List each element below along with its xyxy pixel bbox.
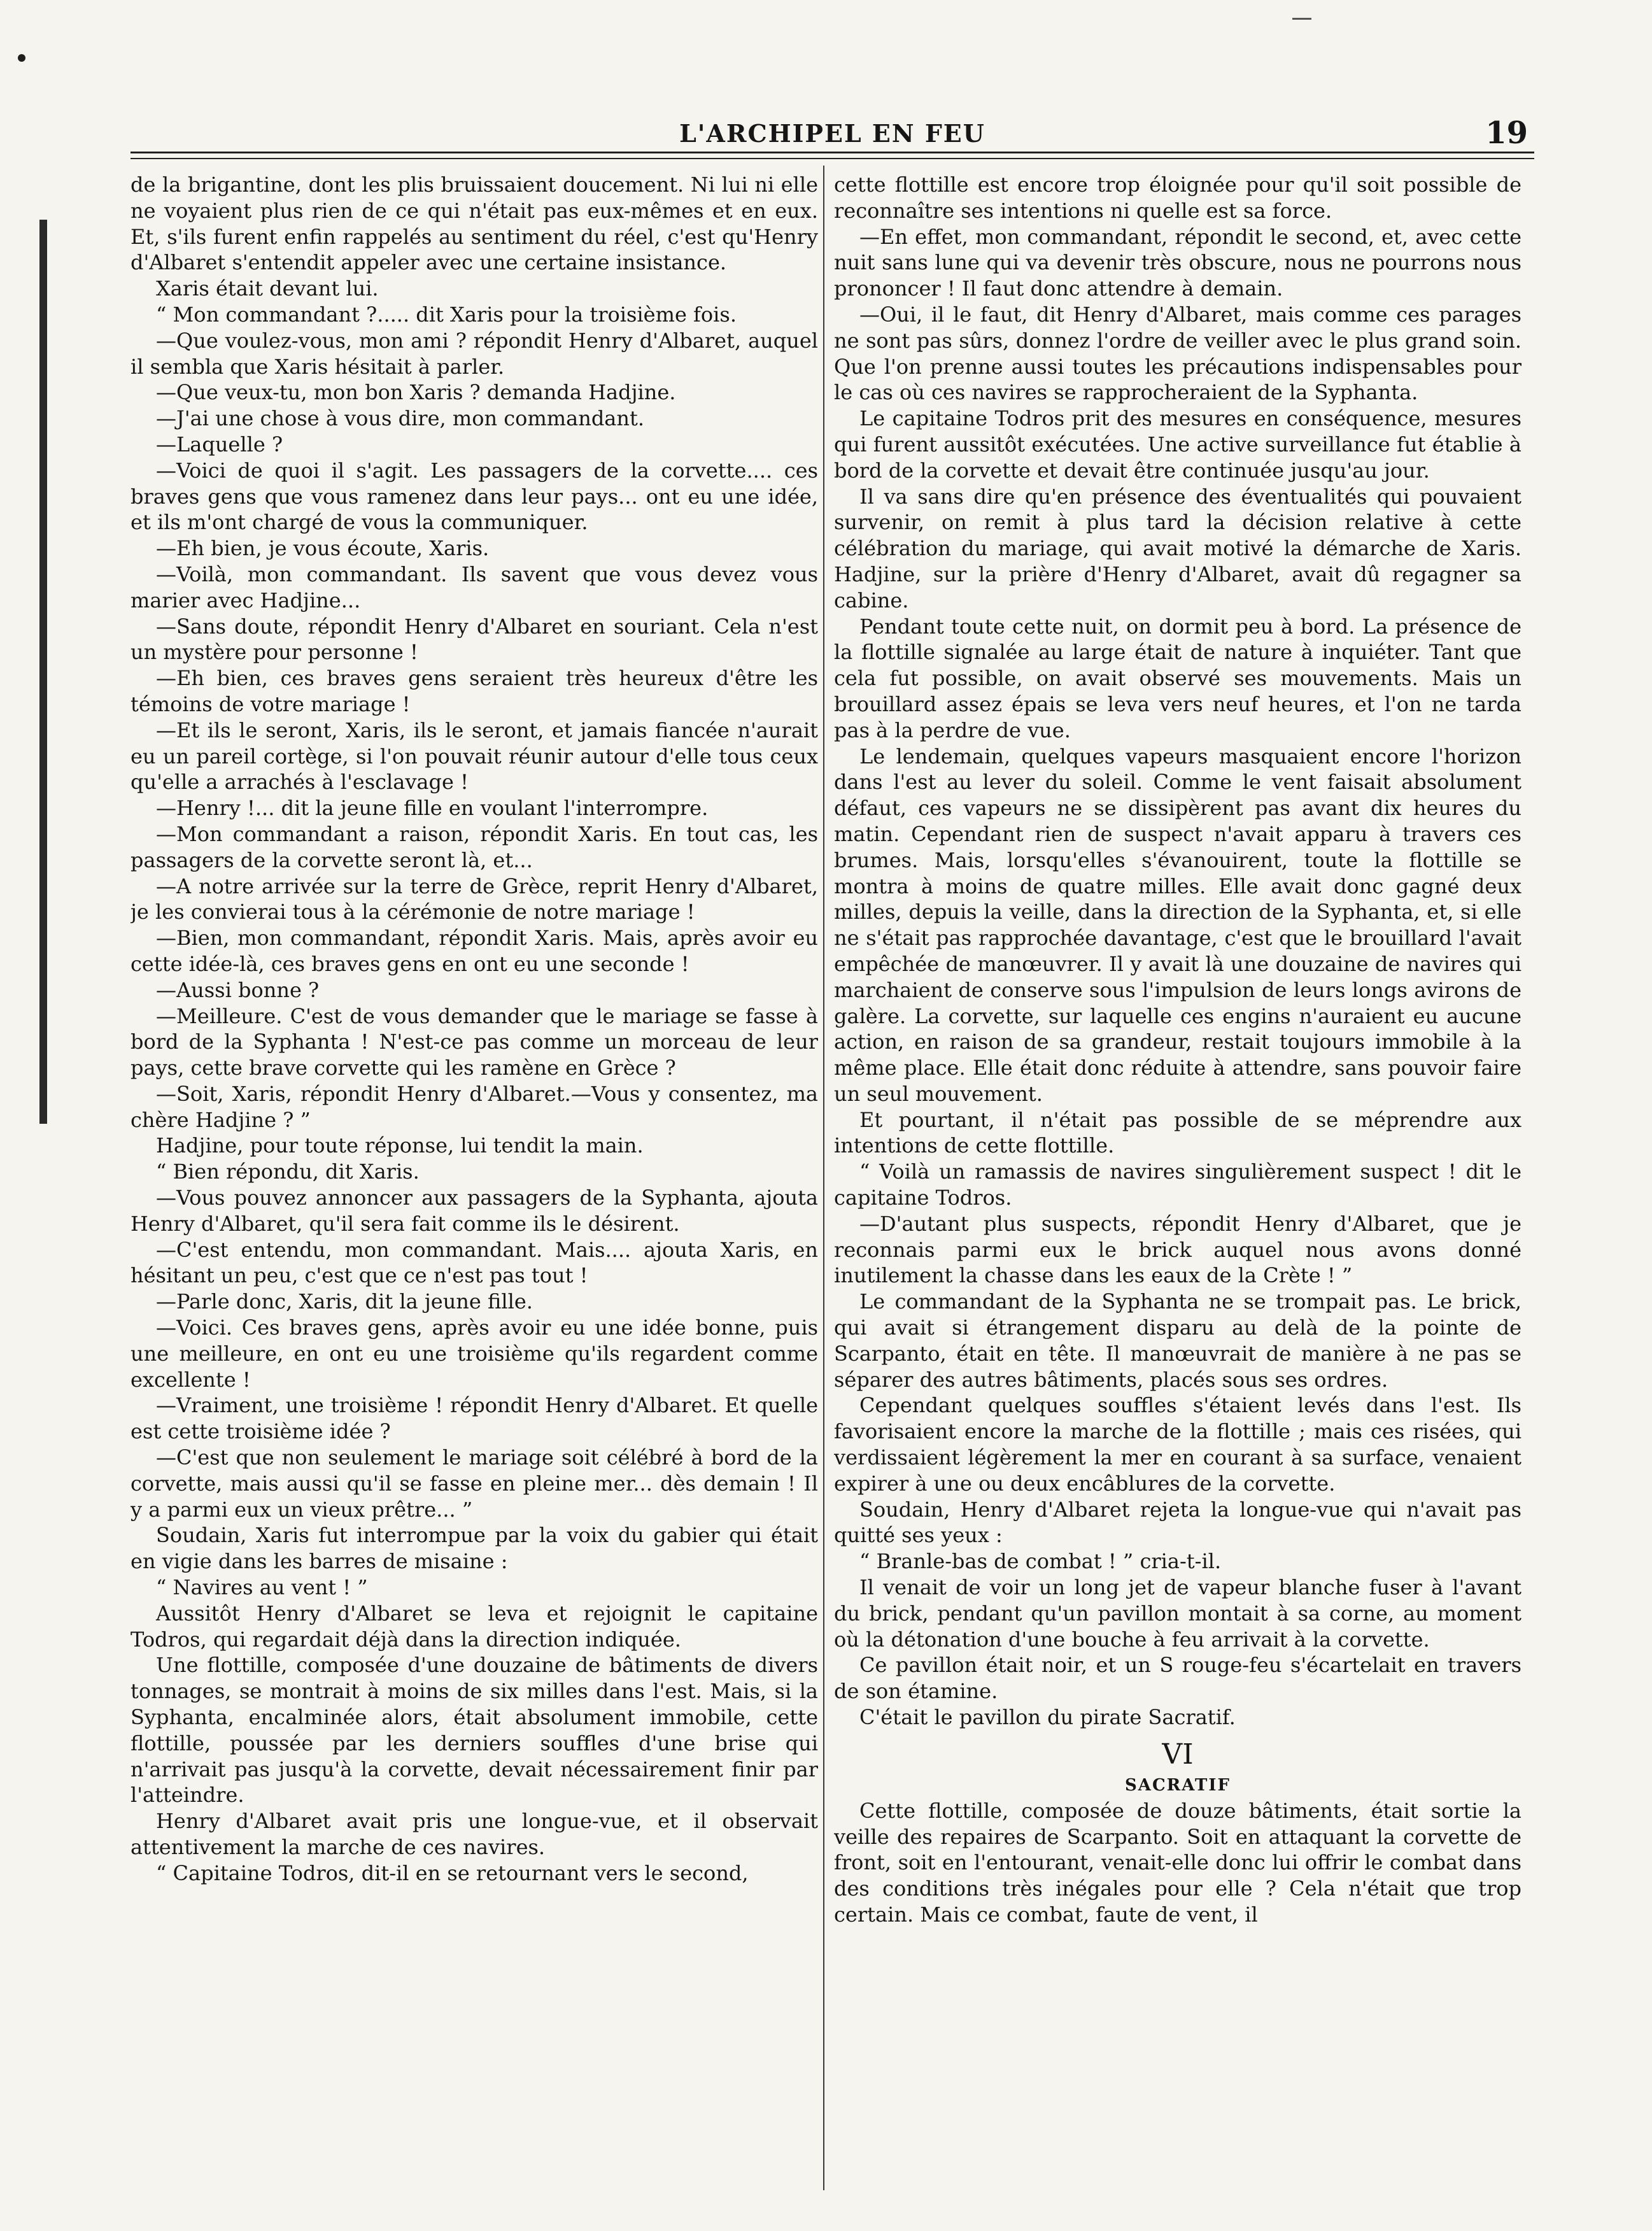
paragraph: “ Capitaine Todros, dit-il en se retournant vers le second,	[156, 1860, 749, 1885]
paragraph: —En effet, mon commandant, répondit le second, et, avec cette nuit sans lune qui va devenir très obscure, nous ne pourrons nous prononcer ! Il faut donc attendre à demain.	[834, 224, 1521, 301]
paragraph: Soudain, Henry d'Albaret rejeta la longue-vue qui n'avait pas quitté ses yeux :	[834, 1497, 1521, 1548]
paragraph: —C'est que non seulement le mariage soit célébré à bord de la corvette, mais aussi qu'il se fasse en pleine mer... dès demain ! Il y a parmi eux un vieux prêtre... ”	[131, 1445, 818, 1522]
paragraph: Soudain, Xaris fut interrompue par la voix du gabier qui était en vigie dans les barres de misaine :	[131, 1523, 818, 1574]
paragraph: —Et ils le seront, Xaris, ils le seront, et jamais fiancée n'aurait eu un pareil cortège, si l'on pouvait réunir autour d'elle tous ceux qu'elle a arrachés à l'esclavage !	[131, 718, 818, 795]
running-head: L'ARCHIPEL EN FEU	[679, 119, 985, 148]
paragraph: Cependant quelques souffles s'étaient levés dans l'est. Ils favorisaient encore la marche de la flottille ; mais ces risées, qui verdissaient légèrement la mer en courant à sa surface, venaient expirer à une ou deux encâblures de la corvette.	[834, 1393, 1521, 1496]
paragraph: —Que veux-tu, mon bon Xaris ? demanda Hadjine.	[156, 380, 676, 405]
header-rule	[131, 152, 1534, 153]
paragraph: “ Bien répondu, dit Xaris.	[156, 1159, 420, 1184]
paragraph: —C'est entendu, mon commandant. Mais.... ajouta Xaris, en hésitant un peu, c'est que ce n'est pas tout !	[131, 1237, 818, 1288]
paragraph: Il va sans dire qu'en présence des éventualités qui pouvaient survenir, on remit à plus tard la décision relative à cette célébration du mariage, qui avait motivé la démarche de Xaris. Hadjine, sur la prière d'Henry d'Albaret, avait dû regagner sa cabine.	[834, 484, 1521, 613]
paragraph: Le capitaine Todros prit des mesures en conséquence, mesures qui furent aussitôt exécutées. Une active surveillance fut établie à bord de la corvette et devait être continuée jusqu'au jour.	[834, 406, 1521, 483]
paragraph: —Bien, mon commandant, répondit Xaris. Mais, après avoir eu cette idée-là, ces braves gens en ont eu une seconde !	[131, 926, 818, 976]
page-number: 19	[1485, 115, 1528, 151]
paragraph: Et pourtant, il n'était pas possible de se méprendre aux intentions de cette flottille.	[834, 1107, 1521, 1158]
left-column	[131, 172, 818, 2197]
paragraph: —Voici de quoi il s'agit. Les passagers de la corvette.... ces braves gens que vous ramenez dans leur pays... ont eu une idée, et ils m'ont chargé de vous la communiquer.	[131, 458, 818, 535]
right-column-text-top	[834, 172, 1521, 1731]
column-divider	[823, 166, 824, 2190]
header-rule-thin	[131, 158, 1534, 159]
paragraph: Une flottille, composée d'une douzaine de bâtiments de divers tonnages, se montrait à moins de six milles dans l'est. Mais, si la Syphanta, encalminée alors, était absolument immobile, cette flottille, poussée par les derniers souffles d'une brise qui n'arrivait pas jusqu'à la corvette, devait nécessairement finir par l'atteindre.	[131, 1653, 818, 1808]
paragraph: Hadjine, pour toute réponse, lui tendit la main.	[156, 1133, 644, 1158]
paragraph: —Que voulez-vous, mon ami ? répondit Henry d'Albaret, auquel il sembla que Xaris hésitait à parler.	[131, 328, 818, 379]
paragraph: —Henry !... dit la jeune fille en voulant l'interrompre.	[156, 796, 709, 821]
top-mark	[1292, 18, 1311, 20]
paragraph: —A notre arrivée sur la terre de Grèce, reprit Henry d'Albaret, je les convierai tous à la cérémonie de notre mariage !	[131, 874, 818, 924]
paragraph: —Aussi bonne ?	[156, 977, 320, 1002]
paragraph: de la brigantine, dont les plis bruissaient doucement. Ni lui ni elle ne voyaient plus rien de ce qui n'était pas eux-mêmes et en eux. Et, s'ils furent enfin rappelés au sentiment du réel, c'est qu'Henry d'Albaret s'entendit appeler avec une certaine insistance.	[131, 173, 818, 275]
paragraph: C'était le pavillon du pirate Sacratif.	[859, 1705, 1236, 1730]
paragraph: Pendant toute cette nuit, on dormit peu à bord. La présence de la flottille signalée au large était de nature à inquiéter. Tant que cela fut possible, on avait observé ses mouvements. Mais un brouillard assez épais se leva vers neuf heures, et l'on ne tarda pas à la perdre de vue.	[834, 614, 1521, 742]
right-column	[834, 172, 1521, 2197]
paragraph: “ Mon commandant ?..... dit Xaris pour la troisième fois.	[156, 302, 737, 327]
paragraph: —Parle donc, Xaris, dit la jeune fille.	[156, 1289, 533, 1314]
paragraph: —Soit, Xaris, répondit Henry d'Albaret.—Vous y consentez, ma chère Hadjine ? ”	[131, 1081, 818, 1132]
paragraph: —J'ai une chose à vous dire, mon commandant.	[156, 406, 645, 431]
paragraph: Ce pavillon était noir, et un S rouge-feu s'écartelait en travers de son étamine.	[834, 1653, 1521, 1704]
paragraph: —Mon commandant a raison, répondit Xaris. En tout cas, les passagers de la corvette seront là, et...	[131, 821, 818, 872]
paragraph: Cette flottille, composée de douze bâtiments, était sortie la veille des repaires de Scarpanto. Soit en attaquant la corvette de front, soit en l'entourant, venait-elle donc lui offrir le combat dans des conditions très inégales pour elle ? Cela n'était que trop certain. Mais ce combat, faute de vent, il	[834, 1798, 1521, 1927]
chapter-number: VI	[1162, 1738, 1194, 1771]
paragraph: —Eh bien, je vous écoute, Xaris.	[156, 536, 490, 561]
paragraph: “ Voilà un ramassis de navires singulièrement suspect ! dit le capitaine Todros.	[834, 1159, 1521, 1210]
paragraph: Le lendemain, quelques vapeurs masquaient encore l'horizon dans l'est au lever du soleil. Comme le vent faisait absolument défaut, ces vapeurs ne se dissipèrent pas avant dix heures du matin. Cependant rien de suspect n'avait apparu à travers ces brumes. Mais, lorsqu'elles s'évanouirent, toute la flottille se montra à moins de quatre milles. Elle avait donc gagné deux milles, depuis la veille, dans la direction de la Syphanta, et, si elle ne s'était pas rapprochée davantage, c'est que le brouillard l'avait empêchée de manœuvrer. Il y avait là une douzaine de navires qui marchaient de conserve sous l'impulsion de leurs longs avirons de galère. La corvette, sur laquelle ces engins n'auraient eu aucune action, en raison de sa grandeur, restait toujours immobile à la même place. Elle était donc réduite à attendre, sans pouvoir faire un seul mouvement.	[834, 744, 1521, 1106]
paragraph: Henry d'Albaret avait pris une longue-vue, et il observait attentivement la marche de ces navires.	[131, 1809, 818, 1859]
paragraph: Aussitôt Henry d'Albaret se leva et rejoignit le capitaine Todros, qui regardait déjà dans la direction indiquée.	[131, 1601, 818, 1652]
paragraph: —Oui, il le faut, dit Henry d'Albaret, mais comme ces parages ne sont pas sûrs, donnez l'ordre de veiller avec le plus grand soin. Que l'on prenne aussi toutes les précautions indispensables pour le cas où ces navires se rapprocheraient de la Syphanta.	[834, 302, 1521, 405]
paragraph: —Vous pouvez annoncer aux passagers de la Syphanta, ajouta Henry d'Albaret, qu'il sera fait comme ils le désirent.	[131, 1186, 818, 1236]
paragraph: —Vraiment, une troisième ! répondit Henry d'Albaret. Et quelle est cette troisième idée ?	[131, 1393, 818, 1444]
paragraph: cette flottille est encore trop éloignée pour qu'il soit possible de reconnaître ses intentions ni quelle est sa force.	[834, 173, 1521, 223]
paragraph: —Meilleure. C'est de vous demander que le mariage se fasse à bord de la Syphanta ! N'est-ce pas comme un morceau de leur pays, cette brave corvette qui les ramène en Grèce ?	[131, 1003, 818, 1080]
page-header	[131, 111, 1534, 156]
binding-mark	[39, 220, 47, 1124]
paragraph: Xaris était devant lui.	[156, 276, 379, 301]
right-column-text-bottom	[834, 1798, 1521, 1928]
paragraph: —Sans doute, répondit Henry d'Albaret en souriant. Cela n'est un mystère pour personne !	[131, 614, 818, 665]
margin-dot	[18, 54, 25, 62]
paragraph: Le commandant de la Syphanta ne se trompait pas. Le brick, qui avait si étrangement disparu au delà de la pointe de Scarpanto, était en tête. Il manœuvrait de manière à ne pas se séparer des autres bâtiments, placés sous ses ordres.	[834, 1289, 1521, 1392]
paragraph: Il venait de voir un long jet de vapeur blanche fuser à l'avant du brick, pendant qu'un pavillon montait à sa corne, au moment où la détonation d'une bouche à feu arrivait à la corvette.	[834, 1575, 1521, 1652]
paragraph: “ Navires au vent ! ”	[156, 1575, 368, 1600]
paragraph: —Voici. Ces braves gens, après avoir eu une idée bonne, puis une meilleure, en ont eu une troisième qu'ils regardent comme excellente !	[131, 1315, 818, 1392]
paragraph: —Voilà, mon commandant. Ils savent que vous devez vous marier avec Hadjine...	[131, 562, 818, 613]
paragraph: —Eh bien, ces braves gens seraient très heureux d'être les témoins de votre mariage !	[131, 666, 818, 716]
paragraph: —D'autant plus suspects, répondit Henry d'Albaret, que je reconnais parmi eux le brick auquel nous avons donné inutilement la chasse dans les eaux de la Crète ! ”	[834, 1211, 1521, 1288]
paragraph: “ Branle-bas de combat ! ” cria-t-il.	[859, 1549, 1222, 1574]
paragraph: —Laquelle ?	[156, 432, 283, 457]
chapter-title: SACRATIF	[1125, 1775, 1231, 1795]
